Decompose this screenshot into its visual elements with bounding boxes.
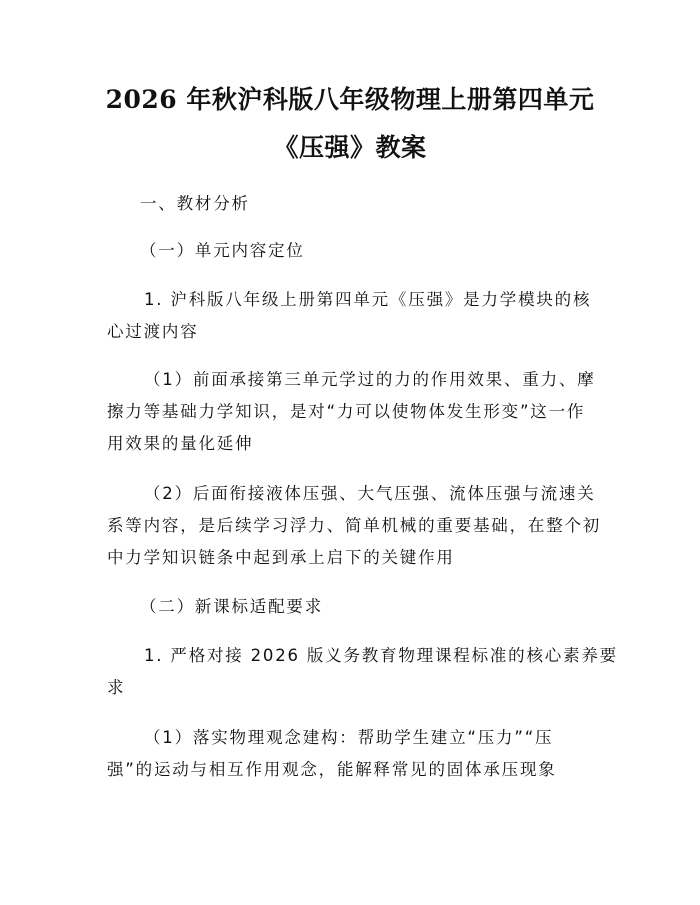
paragraph-4-line-2: 求 xyxy=(107,678,126,697)
paragraph-1-line-2: 心过渡内容 xyxy=(107,322,199,341)
paragraph-3-line-2: 系等内容，是后续学习浮力、简单机械的重要基础，在整个初 xyxy=(107,516,602,535)
paragraph-2-line-2: 擦力等基础力学知识，是对“力可以使物体发生形变”这一作 xyxy=(107,402,586,421)
subsection-heading-curriculum-requirements: （二）新课标适配要求 xyxy=(140,597,323,616)
paragraph-3-line-3: 中力学知识链条中起到承上启下的关键作用 xyxy=(107,548,455,567)
document-title-line-2: 《压强》教案 xyxy=(273,133,427,162)
paragraph-4-line-1: 1. 严格对接 2026 版义务教育物理课程标准的核心素养要 xyxy=(144,646,618,665)
subsection-heading-unit-positioning: （一）单元内容定位 xyxy=(140,241,305,260)
paragraph-2-line-3: 用效果的量化延伸 xyxy=(107,434,254,453)
document-title-line-1: 2026 年秋沪科版八年级物理上册第四单元 xyxy=(105,85,595,114)
paragraph-3-line-1: （2）后面衔接液体压强、大气压强、流体压强与流速关 xyxy=(144,484,596,503)
paragraph-1-line-1: 1. 沪科版八年级上册第四单元《压强》是力学模块的核 xyxy=(144,290,592,309)
paragraph-2-line-1: （1）前面承接第三单元学过的力的作用效果、重力、摩 xyxy=(144,370,596,389)
paragraph-5-line-2: 强”的运动与相互作用观念，能解释常见的固体承压现象 xyxy=(107,760,557,779)
paragraph-5-line-1: （1）落实物理观念建构：帮助学生建立“压力”“压 xyxy=(144,728,554,747)
section-heading-textbook-analysis: 一、教材分析 xyxy=(140,194,250,213)
